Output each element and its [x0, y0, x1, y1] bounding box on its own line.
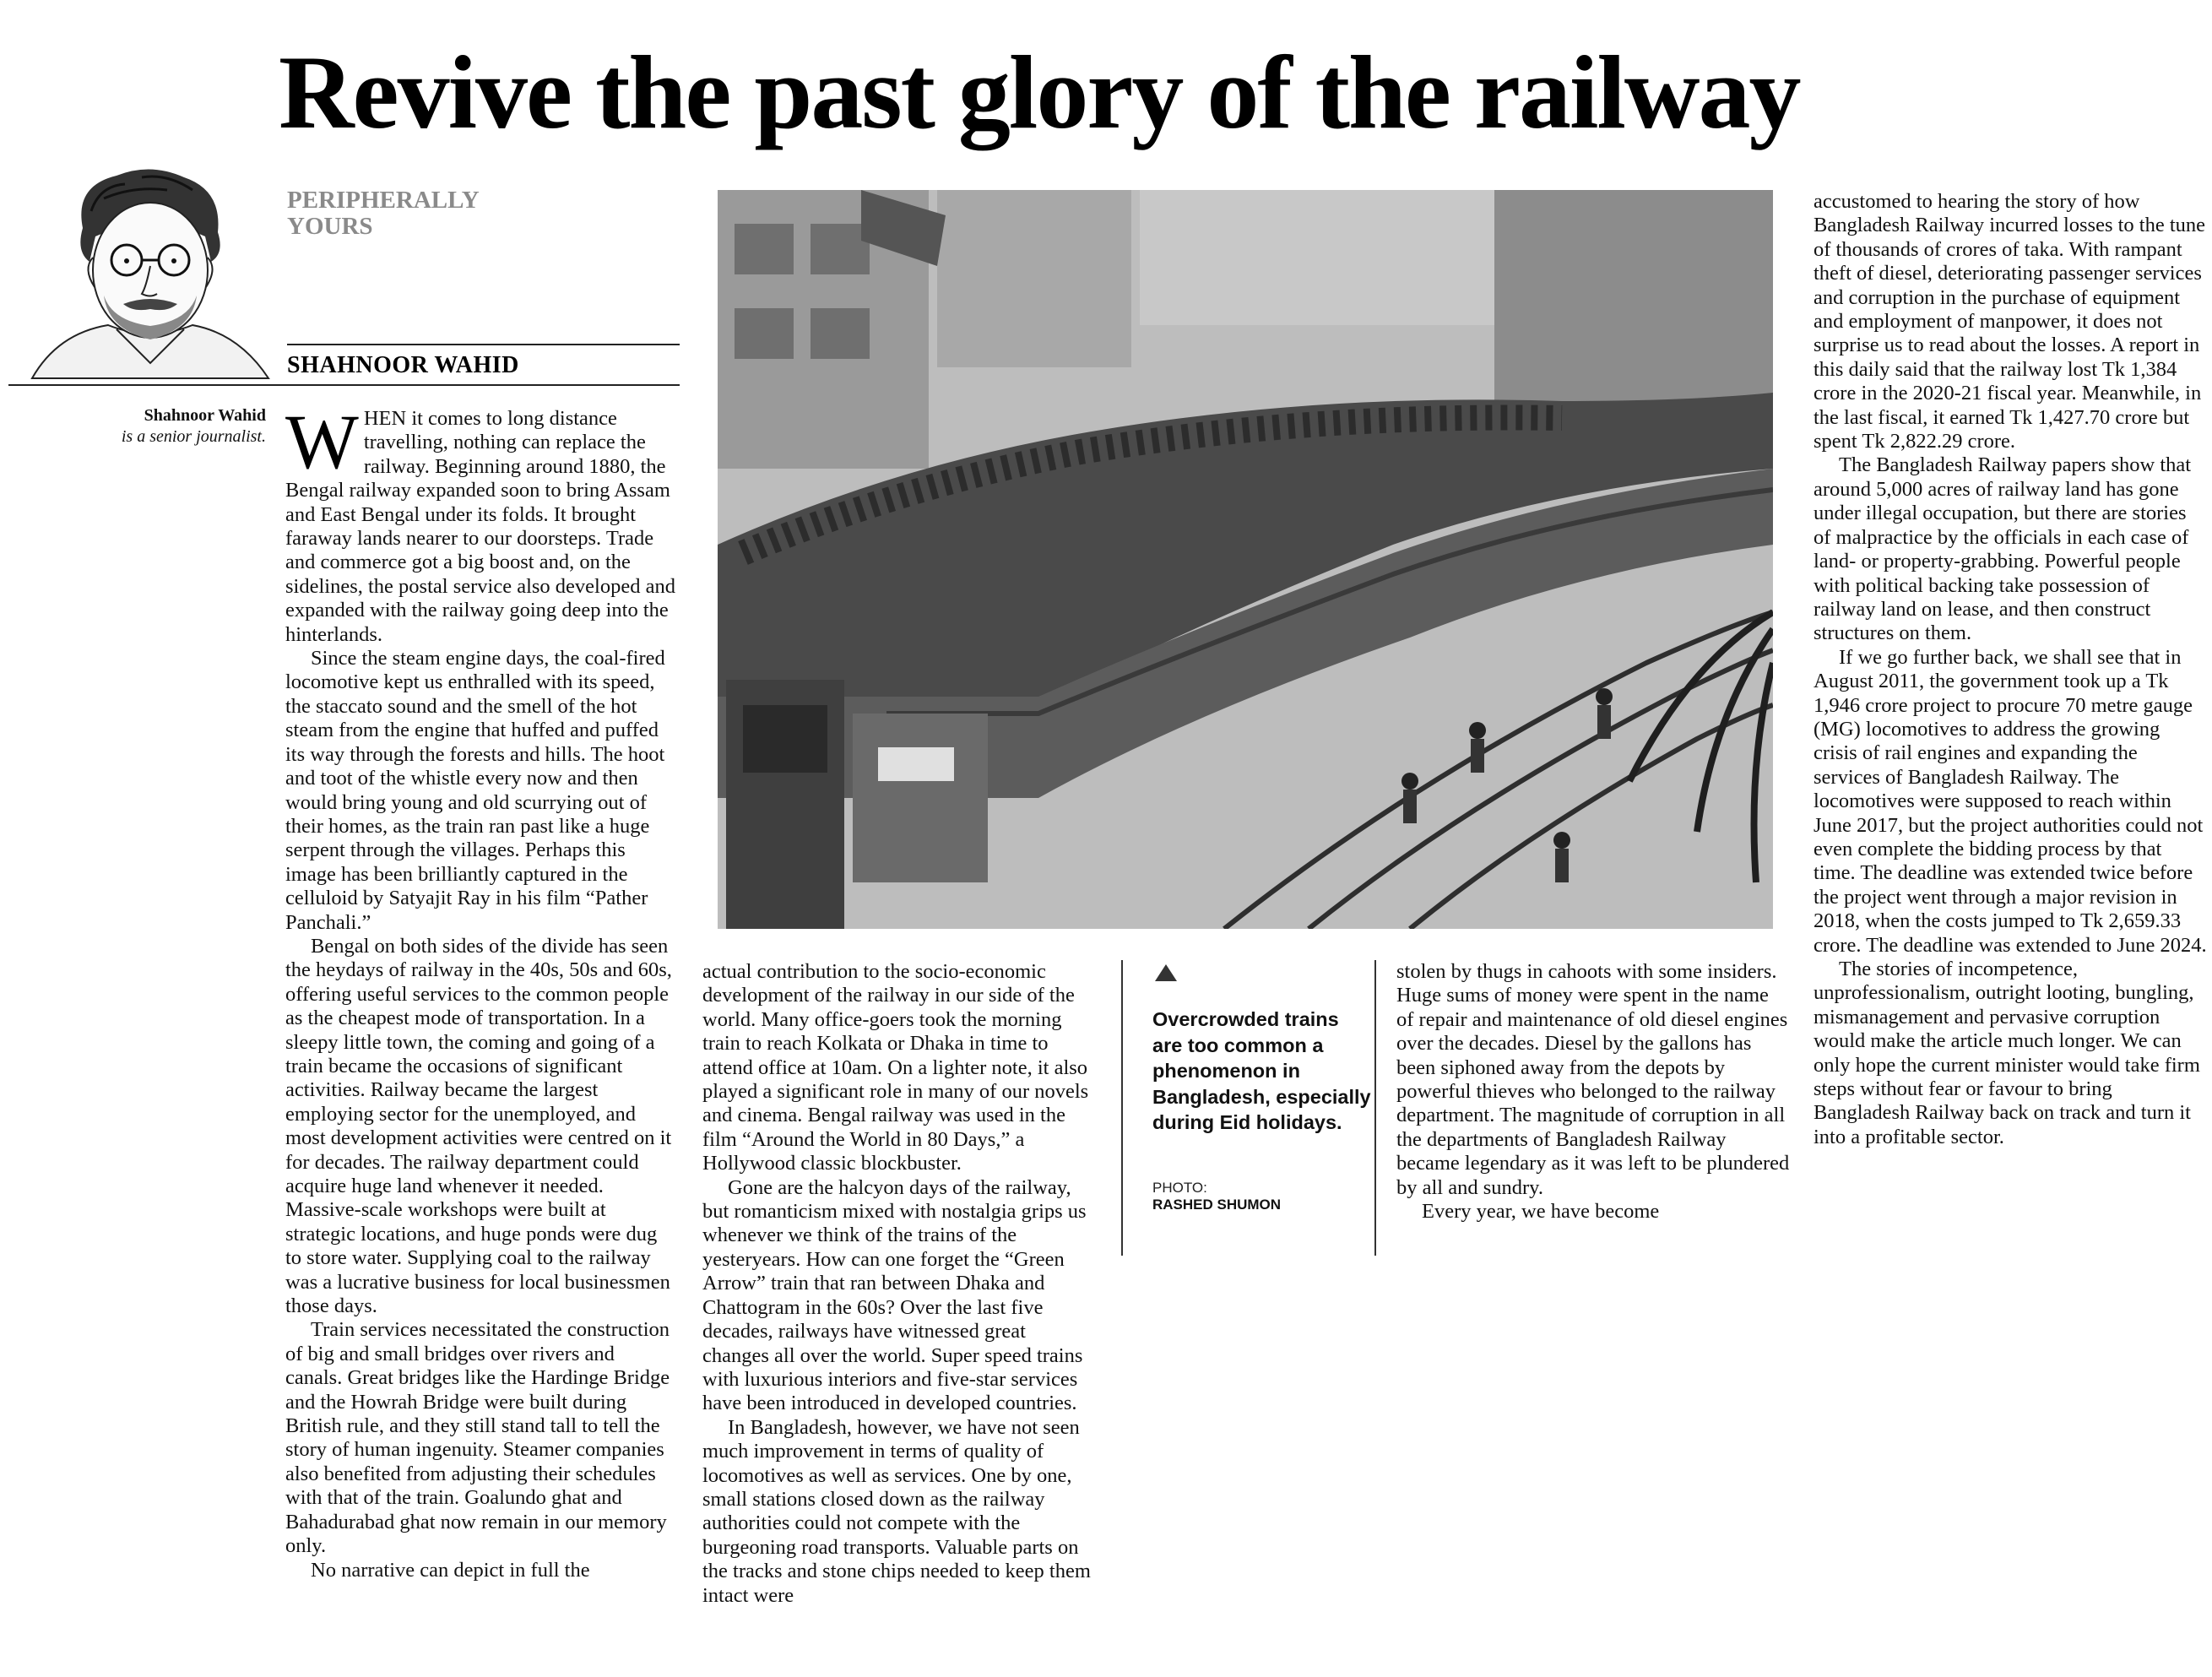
- article-column-3: [1396, 960, 1790, 1224]
- paragraph: The Bangladesh Railway papers show that around 5,000 acres of railway land has gone under illegal occupation, but there are stories of malpractice by the officials in each case of land- or property-grabbing. Powerful people with political backing take possession of railway land on lease, and then construct structures on them.: [1814, 453, 2192, 645]
- paragraph: The stories of incompetence, unprofessionalism, outright looting, bungling, mismanagement and pervasive corruption would make the article much longer. We can only hope the current minister would take firm steps without fear or favour to bring Bangladesh Railway back on track and turn it into a profitable sector.: [1814, 958, 2200, 1148]
- article-column-4: [1814, 190, 2207, 1149]
- paragraph: stolen by thugs in cahoots with some insiders. Huge sums of money were spent in the name of repair and maintenance of old diesel engines over the decades. Diesel by the gallons has been siphoned away from the depots by powerful thieves who belonged to the railway department. The magnitude of corruption in all the departments of Bangladesh Railway became legendary as it was left to be plundered by all and sundry.: [1396, 960, 1790, 1199]
- train-photo: [718, 190, 1773, 929]
- caption-divider-right: [1374, 960, 1376, 1256]
- photo-credit-name: RASHED SHUMON: [1152, 1197, 1282, 1213]
- paragraph: Bengal on both sides of the divide has seen the heydays of railway in the 40s, 50s and 60s, offering useful services to the common people as the cheapest mode of transportation. In a sleepy little town, the coming and going of a train became the occasions of significant activities. Railway became the largest employing sector for the unemployed, and most development activities were centred on it for decades. The railway department could acquire huge land whenever it needed. Massive-scale workshops were built at strategic locations, and huge ponds were dug to store water. Supplying coal to the railway was a lucrative business for local businessmen those days.: [285, 934, 672, 1318]
- article-column-1: [285, 399, 675, 1582]
- headline: Revive the past glory of the railway: [279, 35, 1800, 150]
- photo-caption: Overcrowded trains are too common a phenomenon in Bangladesh, especially during Eid holidays.: [1152, 1008, 1371, 1133]
- paragraph-text: HEN it comes to long distance travelling, nothing can replace the railway. Beginning around 1880, the Bengal railway expanded soon to bring Assam and East Bengal under its folds. It brought faraway lands nearer to our doorsteps. Trade and commerce got a big boost and, on the sidelines, the postal service also developed and expanded with the railway going deep into the hinterlands.: [285, 407, 675, 646]
- triangle-up-icon: [1155, 964, 1177, 981]
- kicker-line-1: PERIPHERALLY: [287, 187, 480, 214]
- author-portrait: [24, 160, 277, 380]
- bio-name: Shahnoor Wahid: [144, 406, 266, 425]
- paragraph: [285, 399, 675, 647]
- article-column-2: [702, 960, 1096, 1608]
- paragraph: No narrative can depict in full the: [311, 1558, 590, 1582]
- paragraph: Since the steam engine days, the coal-fired locomotive kept us enthralled with its speed, the staccato sound and the smell of the hot steam from the engine that huffed and puffed its way through the forests and hills. The hoot and toot of the whistle every now and then would bring young and old scurrying out of their homes, as the train ran past like a huge serpent through the villages. Perhaps this image has been brilliantly captured in the celluloid by Satyajit Ray in his film “Pather Panchali.”: [285, 647, 665, 934]
- byline-rule-top: [287, 344, 680, 345]
- paragraph: accustomed to hearing the story of how Bangladesh Railway incurred losses to the tune of thousands of crores of taka. With rampant theft of diesel, deteriorating passenger services and corruption in the purchase of equipment and employment of manpower, it does not surprise us to read about the losses. A report in this daily said that the railway lost Tk 1,384 crore in the 2020-21 fiscal year. Meanwhile, in the last fiscal, it earned Tk 1,427.70 crore but spent Tk 2,822.29 crore.: [1814, 190, 2206, 453]
- paragraph: Train services necessitated the construction of big and small bridges over rivers and canals. Great bridges like the Hardinge Bridge and the Howrah Bridge were built during British rule, and they still stand tall to tell the story of human ingenuity. Steamer companies also benefited from adjusting their schedules with that of the train. Goalundo ghat and Bahadurabad ghat now remain in our memory only.: [285, 1318, 670, 1558]
- paragraph: Gone are the halcyon days of the railway, but romanticism mixed with nostalgia grips us whenever we think of the trains of the yesteryears. How can one forget the “Green Arrow” train that ran between Dhaka and Chattogram in the 60s? Over the last five decades, railways have witnessed great changes all over the world. Super speed trains with luxurious interiors and five-star services have been introduced in developed countries.: [702, 1175, 1087, 1415]
- author-bio: [84, 405, 266, 448]
- bio-role: is a senior journalist.: [121, 427, 266, 446]
- photo-credit-label: PHOTO:: [1152, 1180, 1207, 1196]
- paragraph: If we go further back, we shall see that in August 2011, the government took up a Tk 1,946 crore project to procure 70 metre gauge (MG) locomotives to address the growing crisis of rail engines and expanding the services of Bangladesh Railway. The locomotives were supposed to reach within June 2017, but the project authorities could not even complete the bidding process by that time. The deadline was extended twice before the project went through a major revision in 2018, when the costs jumped to Tk 2,659.33 crore. The deadline was extended to June 2024.: [1814, 645, 2207, 957]
- column-kicker: [287, 187, 540, 240]
- byline: SHAHNOOR WAHID: [287, 352, 519, 378]
- kicker-line-2: YOURS: [287, 213, 373, 240]
- author-sketch-illustration: [24, 160, 277, 380]
- byline-rule-bottom: [8, 384, 680, 386]
- drop-cap: W: [285, 399, 359, 485]
- overcrowded-train-image: [718, 190, 1773, 929]
- paragraph: Every year, we have become: [1422, 1200, 1660, 1224]
- paragraph: actual contribution to the socio-economic development of the railway in our side of the world. Many office-goers took the morning train to reach Kolkata or Dhaka in time to attend office at 10am. On a lighter note, it also played a significant role in many of our novels and cinema. Bengal railway was used in the film “Around the World in 80 Days,” a Hollywood classic blockbuster.: [702, 960, 1089, 1175]
- photo-caption-box: [1121, 960, 1374, 1256]
- paragraph: In Bangladesh, however, we have not seen much improvement in terms of quality of locomotives as well as services. One by one, small stations closed down as the railway authorities could not compete with the burgeoning road transports. Valuable parts on the tracks and stone chips needed to keep them intact were: [702, 1415, 1091, 1607]
